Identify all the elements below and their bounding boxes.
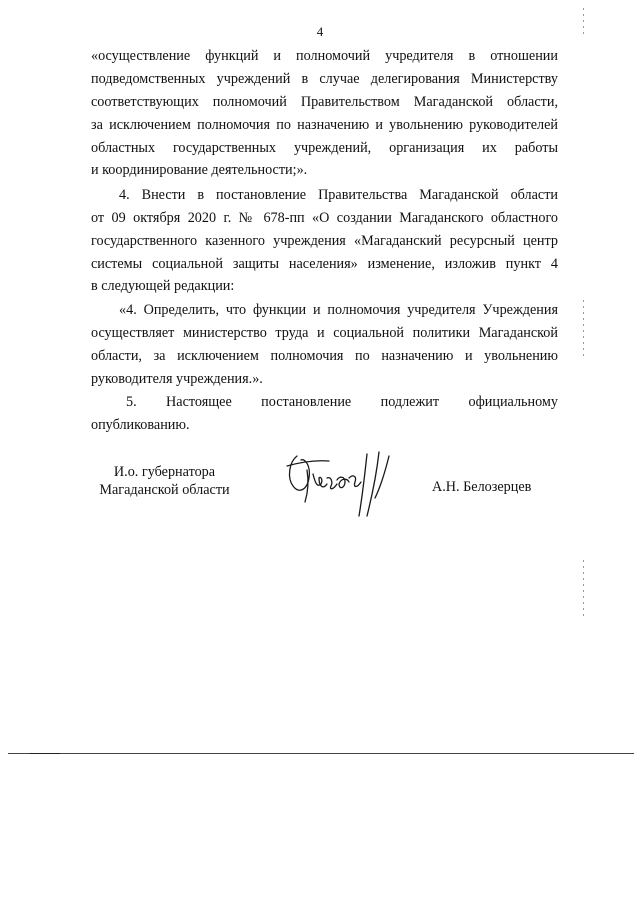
- scan-edge-mark: [583, 300, 584, 360]
- bottom-rule-mark: [30, 753, 60, 754]
- paragraph-1-line-6: и координирование деятельности;».: [91, 162, 308, 178]
- paragraph-2-line-5: в следующей редакции:: [91, 278, 235, 294]
- paragraph-3-line-2: осуществляет министерство труда и социальной политики Магаданской: [91, 325, 558, 341]
- scan-edge-mark: [583, 560, 584, 620]
- signatory-title-line-1: И.о. губернатора: [113, 464, 216, 480]
- page-number: 4: [316, 24, 324, 39]
- bottom-rule: [8, 753, 634, 754]
- paragraph-1-line-5: областных государственных учреждений, организация их работы: [91, 140, 558, 156]
- paragraph-1-line-2: подведомственных учреждений в случае делегирования Министерству: [91, 71, 558, 87]
- signatory-title: [92, 463, 237, 499]
- handwritten-signature: [283, 448, 403, 520]
- signatory-name: А.Н. Белозерцев: [432, 479, 532, 495]
- paragraph-2-line-4: системы социальной защиты населения» изменение, изложив пункт 4: [91, 256, 558, 272]
- paragraph-1-line-4: за исключением полномочия по назначению и увольнению руководителей: [91, 117, 558, 133]
- scan-edge-mark: [583, 8, 584, 34]
- paragraph-1-line-3: соответствующих полномочий Правительством Магаданской области,: [91, 94, 558, 110]
- paragraph-2-line-1: 4. Внести в постановление Правительства Магаданской области: [119, 187, 558, 203]
- paragraph-1-line-1: «осуществление функций и полномочий учредителя в отношении: [91, 48, 558, 64]
- paragraph-2-line-3: государственного казенного учреждения «Магаданский ресурсный центр: [91, 233, 558, 249]
- paragraph-4-line-2: опубликованию.: [91, 417, 190, 433]
- paragraph-3-line-1: «4. Определить, что функции и полномочия учредителя Учреждения: [119, 302, 558, 318]
- paragraph-2-line-2: от 09 октября 2020 г. № 678-пп «О создании Магаданского областного: [91, 210, 558, 226]
- signatory-title-line-2: Магаданской области: [99, 482, 230, 498]
- paragraph-3-line-4: руководителя учреждения.».: [91, 371, 263, 387]
- paragraph-4-line-1: 5. Настоящее постановление подлежит официальному: [126, 394, 558, 410]
- paragraph-3-line-3: области, за исключением полномочия по назначению и увольнению: [91, 348, 558, 364]
